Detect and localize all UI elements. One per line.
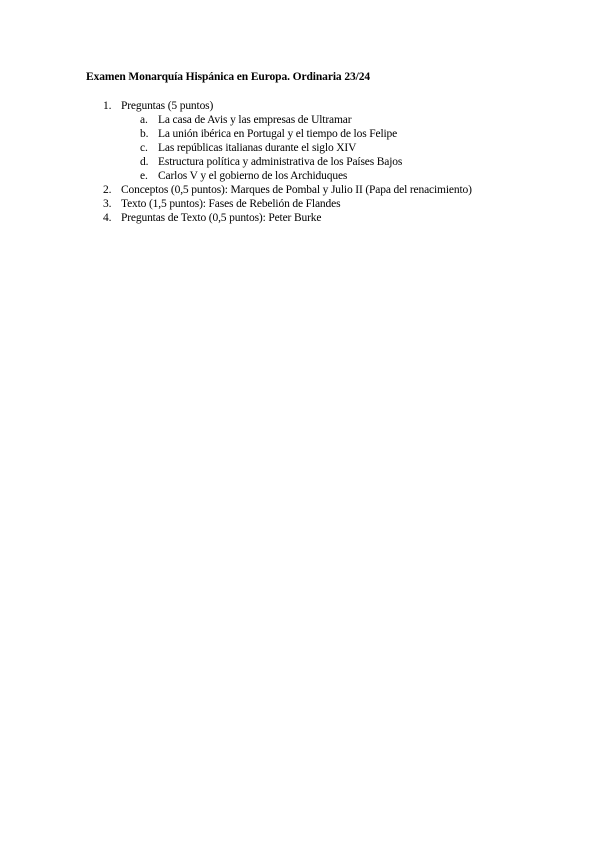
sub-list-item-text: La casa de Avis y las empresas de Ultramar — [158, 114, 352, 126]
sub-list-marker: e. — [140, 170, 148, 182]
sub-list-marker: a. — [140, 114, 148, 126]
list-marker: 2. — [103, 184, 112, 196]
list-item-text: Texto (1,5 puntos): Fases de Rebelión de Flandes — [121, 198, 341, 210]
sub-list-item-text: Estructura política y administrativa de los Países Bajos — [158, 156, 403, 168]
sub-list-item-text: Las repúblicas italianas durante el siglo XIV — [158, 142, 357, 154]
document-title: Examen Monarquía Hispánica en Europa. Ordinaria 23/24 — [86, 71, 371, 83]
list-marker: 4. — [103, 212, 112, 224]
list-item-text: Conceptos (0,5 puntos): Marques de Pombal y Julio II (Papa del renacimiento) — [121, 184, 472, 196]
list-item-text: Preguntas de Texto (0,5 puntos): Peter Burke — [121, 212, 322, 224]
sub-list-marker: d. — [140, 156, 149, 168]
list-marker: 3. — [103, 198, 112, 210]
sub-list-marker: c. — [140, 142, 148, 154]
sub-list-item-text: La unión ibérica en Portugal y el tiempo de los Felipe — [158, 128, 398, 140]
list-marker: 1. — [103, 100, 112, 112]
sub-list-item-text: Carlos V y el gobierno de los Archiduques — [158, 170, 348, 182]
sub-list-marker: b. — [140, 128, 149, 140]
list-item-text: Preguntas (5 puntos) — [121, 100, 214, 112]
